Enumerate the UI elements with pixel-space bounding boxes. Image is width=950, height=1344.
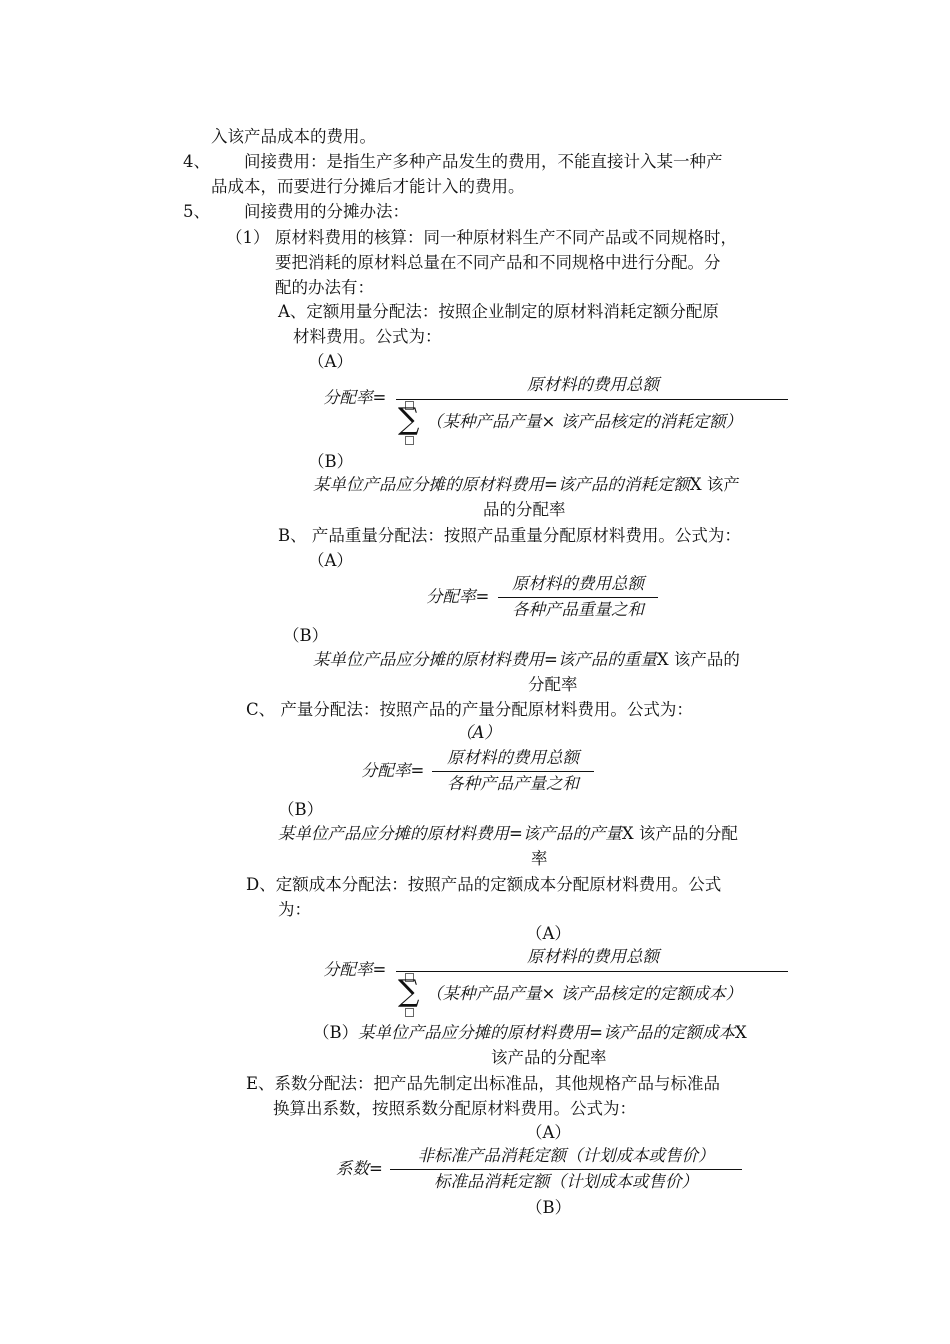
formula-label: （A） <box>456 723 501 742</box>
formula-lhs: 分配率= <box>426 587 490 606</box>
formula-text: X 该产品的分配 <box>621 824 738 843</box>
formula-line: 率 <box>531 849 548 868</box>
formula-numerator: 原材料的费用总额 <box>447 748 579 767</box>
formula-lhs: 分配率= <box>361 761 425 780</box>
fraction-bar <box>396 971 788 972</box>
text-line: 入该产品成本的费用。 <box>211 127 376 146</box>
formula-line <box>313 1021 747 1045</box>
formula-label: （B） <box>526 1198 572 1217</box>
formula-label: （B） <box>278 800 324 819</box>
sigma-symbol: ∑ <box>398 974 420 1009</box>
placeholder-box <box>405 436 414 445</box>
sub-item-number: （1） <box>226 228 270 247</box>
text-line: 要把消耗的原材料总量在不同产品和不同规格中进行分配。分 <box>275 253 721 272</box>
formula-label: （B） <box>313 1023 359 1042</box>
formula-label: （B） <box>308 452 354 471</box>
sigma-symbol: ∑ <box>398 402 420 437</box>
section-a-heading: A、定额用量分配法：按照企业制定的原材料消耗定额分配原 <box>278 302 719 321</box>
section-e-heading: E、系数分配法：把产品先制定出标准品，其他规格产品与标准品 <box>246 1074 721 1093</box>
formula-denominator: （某种产品产量× 该产品核定的消耗定额） <box>426 412 743 431</box>
item-number-4: 4、 <box>183 152 210 171</box>
formula-denominator: 标准品消耗定额（计划成本或售价） <box>434 1172 698 1191</box>
item-number-5: 5、 <box>183 202 210 221</box>
formula-line <box>278 822 738 846</box>
formula-numerator: 原材料的费用总额 <box>527 375 659 394</box>
text-line: 品成本，而要进行分摊后才能计入的费用。 <box>211 177 525 196</box>
text-line: 配的办法有： <box>275 278 374 297</box>
formula-label: （A） <box>526 924 571 943</box>
formula-text: 某单位产品应分摊的原材料费用=该产品的消耗定额 <box>313 475 690 494</box>
formula-text: 某单位产品应分摊的原材料费用=该产品的产量 <box>278 824 622 843</box>
formula-line: 品的分配率 <box>483 500 566 519</box>
formula-label: （A） <box>526 1123 571 1142</box>
formula-text: X 该产品的 <box>656 650 740 669</box>
fraction-bar <box>396 399 788 400</box>
formula-denominator: 各种产品产量之和 <box>447 774 579 793</box>
text-line: 换算出系数，按照系数分配原材料费用。公式为： <box>273 1099 636 1118</box>
formula-numerator: 非标准产品消耗定额（计划成本或售价） <box>417 1146 715 1165</box>
formula-numerator: 原材料的费用总额 <box>512 574 644 593</box>
placeholder-box <box>405 1008 414 1017</box>
formula-label: （A） <box>308 551 353 570</box>
text-line: 间接费用的分摊办法： <box>244 202 409 221</box>
formula-line <box>313 473 740 497</box>
formula-text: X <box>734 1023 747 1042</box>
formula-label: （B） <box>283 626 329 645</box>
formula-denominator: 各种产品重量之和 <box>512 600 644 619</box>
formula-numerator: 原材料的费用总额 <box>527 947 659 966</box>
formula-label: （A） <box>308 352 353 371</box>
formula-text: 分配率= <box>323 960 387 979</box>
text-line: 间接费用：是指生产多种产品发生的费用，不能直接计入某一种产 <box>244 152 723 171</box>
formula-lhs: 系数= <box>336 1159 383 1178</box>
formula-line: 分配率 <box>528 675 578 694</box>
formula-line: 该产品的分配率 <box>491 1048 607 1067</box>
section-c-heading: C、 产量分配法：按照产品的产量分配原材料费用。公式为： <box>246 700 693 719</box>
formula-text: 某单位产品应分摊的原材料费用=该产品的定额成本 <box>358 1023 735 1042</box>
section-b-heading: B、 产品重量分配法：按照产品重量分配原材料费用。公式为： <box>278 526 741 545</box>
text-line: 为： <box>278 900 311 919</box>
formula-line <box>313 648 740 672</box>
formula-lhs <box>323 958 386 982</box>
formula-denominator: （某种产品产量× 该产品核定的定额成本） <box>426 984 743 1003</box>
text-line: 材料费用。公式为： <box>293 327 442 346</box>
text-line: 原材料费用的核算：同一种原材料生产不同产品或不同规格时， <box>275 228 737 247</box>
formula-text: 某单位产品应分摊的原材料费用=该产品的重量 <box>313 650 657 669</box>
section-d-heading: D、定额成本分配法：按照产品的定额成本分配原材料费用。公式 <box>246 875 722 894</box>
formula-lhs: 分配率= <box>323 388 387 407</box>
formula-text: X 该产 <box>689 475 740 494</box>
